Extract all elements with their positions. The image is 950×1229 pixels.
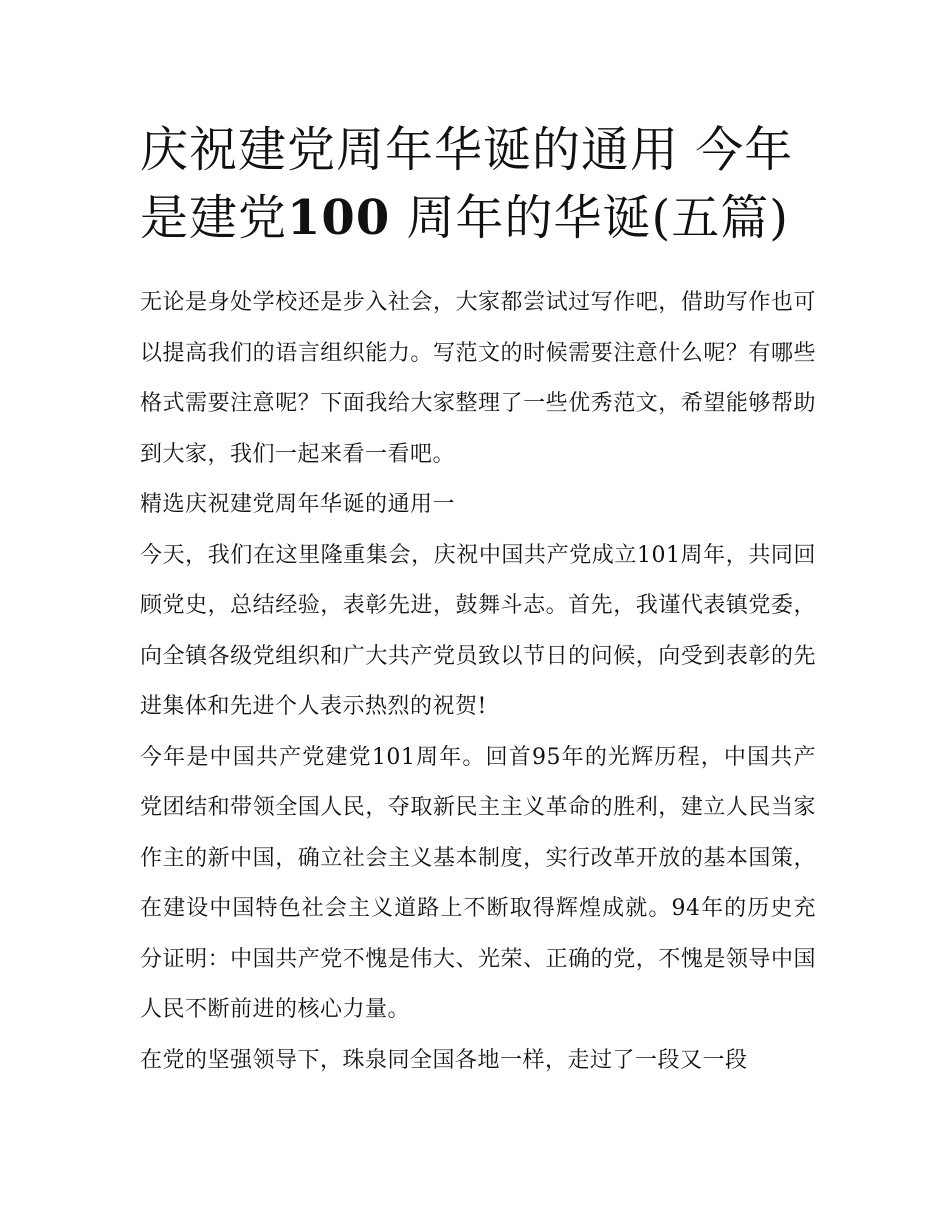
- intro-paragraph: 无论是身处学校还是步入社会，大家都尝试过写作吧，借助写作也可以提高我们的语言组织能力。写范文的时候需要注意什么呢？有哪些格式需要注意呢？下面我给大家整理了一些优秀范文，希望能够帮助到大家，我们一起来看一看吧。: [140, 290, 816, 467]
- document-page: [140, 116, 816, 1086]
- document-body: [140, 278, 816, 1086]
- body-paragraph: 今天，我们在这里隆重集会，庆祝中国共产党成立101周年，共同回顾党史，总结经验，表彰先进，鼓舞斗志。首先，我谨代表镇党委，向全镇各级党组织和广大共产党员致以节日的问候，向受到表彰的先进集体和先进个人表示热烈的祝贺!: [140, 542, 816, 719]
- document-title: [140, 116, 816, 252]
- title-text-part1: 庆祝建党周年华诞的通用 今年是建党: [140, 122, 794, 246]
- title-number: 100: [287, 190, 391, 246]
- body-paragraph: 今年是中国共产党建党101周年。回首95年的光辉历程，中国共产党团结和带领全国人民，夺取新民主主义革命的胜利，建立人民当家作主的新中国，确立社会主义基本制度，实行改革开放的基本国策，在建设中国特色社会主义道路上不断取得辉煌成就。94年的历史充分证明：中国共产党不愧是伟大、光荣、正确的党，不愧是领导中国人民不断前进的核心力量。: [140, 744, 816, 1022]
- body-paragraph: 在党的坚强领导下，珠泉同全国各地一样，走过了一段又一段: [140, 1047, 748, 1073]
- section-heading: 精选庆祝建党周年华诞的通用一: [140, 492, 456, 517]
- title-text-part2: 周年的华诞(五篇): [390, 190, 789, 246]
